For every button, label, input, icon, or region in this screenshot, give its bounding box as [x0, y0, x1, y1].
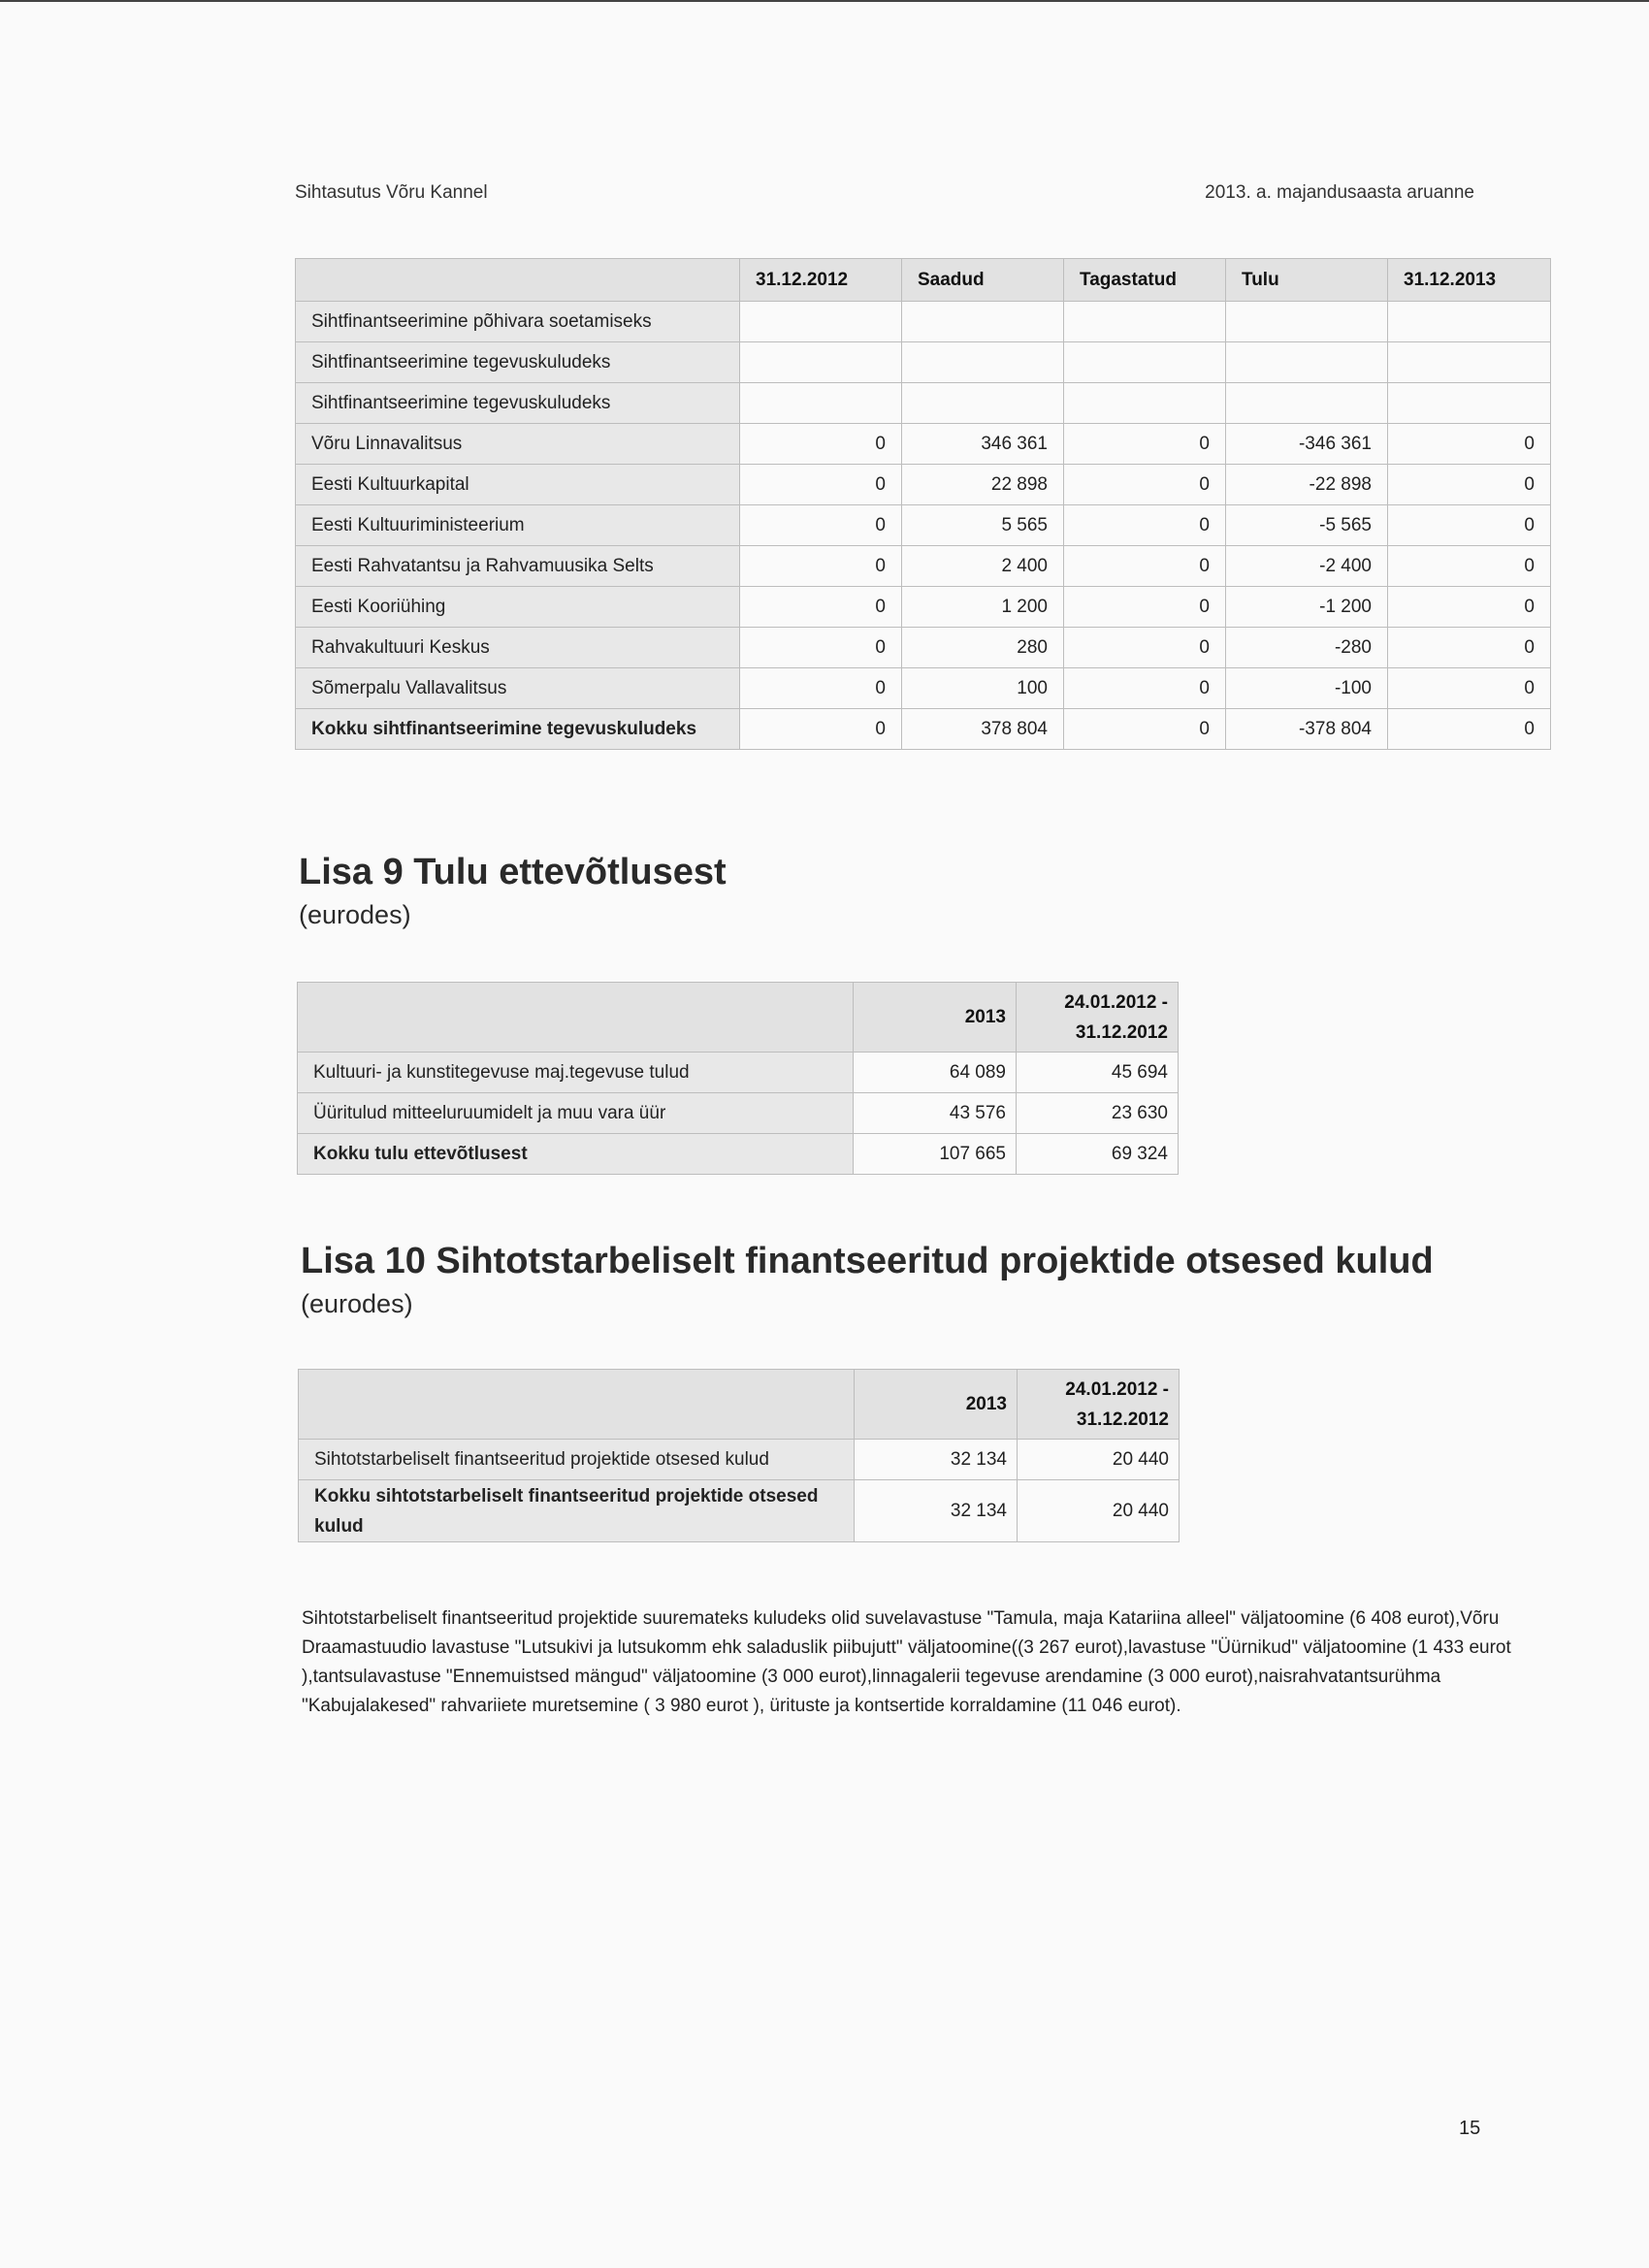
value-cell: -280 [1226, 628, 1388, 668]
value-cell: -5 565 [1226, 505, 1388, 546]
value-cell: 64 089 [854, 1053, 1017, 1093]
value-cell [740, 302, 902, 342]
column-header [299, 1370, 855, 1440]
value-cell: 0 [740, 546, 902, 587]
value-cell: -346 361 [1226, 424, 1388, 465]
table-row [296, 546, 1551, 587]
row-label: Kokku sihtfinantseerimine tegevuskuludeks [296, 709, 740, 750]
row-label: Eesti Rahvatantsu ja Rahvamuusika Selts [296, 546, 740, 587]
value-cell [740, 342, 902, 383]
value-cell: 0 [1064, 668, 1226, 709]
value-cell: 0 [1388, 628, 1551, 668]
page-number: 15 [1459, 2118, 1481, 2139]
business-income-table [297, 982, 1179, 1175]
table-header-row [299, 1370, 1180, 1440]
project-costs-table [298, 1369, 1180, 1542]
value-cell [1226, 342, 1388, 383]
value-cell: 0 [1064, 465, 1226, 505]
table-header-row [298, 983, 1179, 1053]
table-row [298, 1053, 1179, 1093]
value-cell: 0 [740, 587, 902, 628]
table-header-row [296, 259, 1551, 302]
row-label: Võru Linnavalitsus [296, 424, 740, 465]
row-label: Üüritulud mitteeluruumidelt ja muu vara üür [298, 1093, 854, 1134]
table-row [296, 302, 1551, 342]
table-row [296, 668, 1551, 709]
row-label: Sihtfinantseerimine tegevuskuludeks [296, 383, 740, 424]
section-9-subtitle: (eurodes) [299, 900, 411, 929]
value-cell: 20 440 [1018, 1480, 1180, 1542]
value-cell: 0 [1064, 709, 1226, 750]
value-cell: 0 [1388, 587, 1551, 628]
value-cell: 43 576 [854, 1093, 1017, 1134]
project-costs-note: Sihtotstarbeliselt finantseeritud projektide suuremateks kuludeks olid suvelavastuse "Tamula, maja Katariina alleel" väljatoomine (6 408 eurot),Võru Draamastuudio lavastuse "Lutsukivi ja lutsukomm ehk saladuslik piibujutt" väljatoomine((3 267 eurot),lavastuse "Üürnikud" väljatoomine (1 433 eurot ),tantsulavastuse "Ennemuistsed mängud" väljatoomine (3 000 eurot),linnagalerii tegevuse arendamine (3 000 eurot),naisrahvatantsurühma "Kabujalakesed" rahvariiete muretsemine ( 3 980 eurot ), ürituste ja kontsertide korraldamine (11 046 eurot). [302, 1608, 1511, 1716]
value-cell: 20 440 [1018, 1440, 1180, 1480]
value-cell [740, 383, 902, 424]
value-cell [902, 342, 1064, 383]
row-label: Kokku tulu ettevõtlusest [298, 1134, 854, 1175]
table-total-row [299, 1480, 1180, 1542]
table-row [296, 342, 1551, 383]
column-header: 24.01.2012 - 31.12.2012 [1018, 1370, 1180, 1440]
value-cell [1064, 383, 1226, 424]
value-cell: -2 400 [1226, 546, 1388, 587]
value-cell [1388, 383, 1551, 424]
table-total-row [298, 1134, 1179, 1175]
header-organization: Sihtasutus Võru Kannel [295, 182, 488, 203]
value-cell: 0 [740, 628, 902, 668]
value-cell: 0 [1388, 668, 1551, 709]
value-cell: 1 200 [902, 587, 1064, 628]
value-cell: 0 [1388, 424, 1551, 465]
value-cell: 23 630 [1017, 1093, 1179, 1134]
column-header: 2013 [855, 1370, 1018, 1440]
column-header: Tagastatud [1064, 259, 1226, 302]
targeted-financing-table [295, 258, 1551, 750]
value-cell: 0 [1064, 546, 1226, 587]
section-9-title: Lisa 9 Tulu ettevõtlusest [299, 852, 727, 892]
row-label: Sihtfinantseerimine põhivara soetamiseks [296, 302, 740, 342]
value-cell: 5 565 [902, 505, 1064, 546]
column-header: 2013 [854, 983, 1017, 1053]
table-row [299, 1440, 1180, 1480]
row-label: Eesti Kultuuriministeerium [296, 505, 740, 546]
column-header: 31.12.2013 [1388, 259, 1551, 302]
value-cell: 0 [740, 668, 902, 709]
column-header [296, 259, 740, 302]
row-label: Sõmerpalu Vallavalitsus [296, 668, 740, 709]
column-header: Saadud [902, 259, 1064, 302]
value-cell: 100 [902, 668, 1064, 709]
value-cell: 45 694 [1017, 1053, 1179, 1093]
table-row [296, 465, 1551, 505]
value-cell: -100 [1226, 668, 1388, 709]
value-cell [1064, 302, 1226, 342]
row-label: Kultuuri- ja kunstitegevuse maj.tegevuse tulud [298, 1053, 854, 1093]
value-cell: -22 898 [1226, 465, 1388, 505]
table-row [298, 1093, 1179, 1134]
header-report-title: 2013. a. majandusaasta aruanne [1205, 182, 1474, 203]
value-cell: 0 [740, 505, 902, 546]
table-total-row [296, 709, 1551, 750]
value-cell [1226, 302, 1388, 342]
value-cell: 0 [1064, 505, 1226, 546]
table-row [296, 587, 1551, 628]
value-cell: 0 [1388, 709, 1551, 750]
table-row [296, 505, 1551, 546]
value-cell: 0 [1064, 424, 1226, 465]
table-row [296, 628, 1551, 668]
table-row [296, 383, 1551, 424]
row-label: Sihtotstarbeliselt finantseeritud projektide otsesed kulud [299, 1440, 855, 1480]
value-cell [1388, 302, 1551, 342]
row-label: Eesti Kooriühing [296, 587, 740, 628]
column-header [298, 983, 854, 1053]
value-cell: 280 [902, 628, 1064, 668]
value-cell: 0 [1388, 546, 1551, 587]
value-cell: 0 [740, 465, 902, 505]
section-10-subtitle: (eurodes) [301, 1289, 413, 1318]
value-cell: 0 [740, 709, 902, 750]
value-cell: -1 200 [1226, 587, 1388, 628]
column-header: Tulu [1226, 259, 1388, 302]
value-cell [1388, 342, 1551, 383]
value-cell: 0 [1064, 628, 1226, 668]
value-cell [902, 302, 1064, 342]
row-label: Kokku sihtotstarbeliselt finantseeritud projektide otsesed kulud [299, 1480, 855, 1542]
value-cell: 22 898 [902, 465, 1064, 505]
value-cell: 0 [1388, 505, 1551, 546]
row-label: Sihtfinantseerimine tegevuskuludeks [296, 342, 740, 383]
value-cell [902, 383, 1064, 424]
page-top-edge [0, 0, 1649, 2]
value-cell: -378 804 [1226, 709, 1388, 750]
row-label: Rahvakultuuri Keskus [296, 628, 740, 668]
column-header: 24.01.2012 - 31.12.2012 [1017, 983, 1179, 1053]
value-cell: 107 665 [854, 1134, 1017, 1175]
table-row [296, 424, 1551, 465]
value-cell: 32 134 [855, 1480, 1018, 1542]
column-header: 31.12.2012 [740, 259, 902, 302]
section-10-title: Lisa 10 Sihtotstarbeliselt finantseeritud projektide otsesed kulud [301, 1241, 1434, 1281]
value-cell: 0 [1388, 465, 1551, 505]
value-cell: 0 [740, 424, 902, 465]
value-cell [1064, 342, 1226, 383]
value-cell: 32 134 [855, 1440, 1018, 1480]
value-cell [1226, 383, 1388, 424]
value-cell: 2 400 [902, 546, 1064, 587]
row-label: Eesti Kultuurkapital [296, 465, 740, 505]
value-cell: 346 361 [902, 424, 1064, 465]
value-cell: 0 [1064, 587, 1226, 628]
value-cell: 378 804 [902, 709, 1064, 750]
value-cell: 69 324 [1017, 1134, 1179, 1175]
